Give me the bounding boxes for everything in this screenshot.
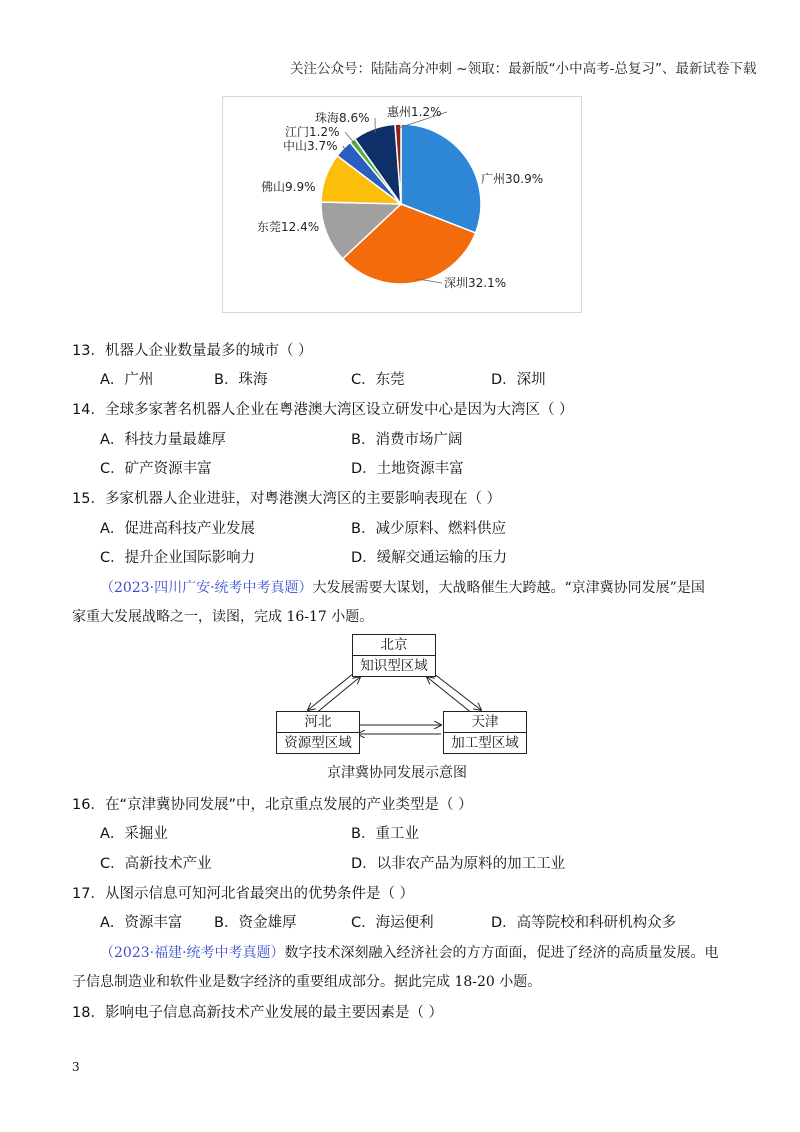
q17-option-b: B．资金雄厚	[214, 915, 297, 931]
pie-chart-frame	[222, 96, 582, 313]
question-13: 13．机器人企业数量最多的城市（ ）	[72, 343, 313, 359]
hebei-name: 河北	[304, 714, 332, 730]
beijing-box	[352, 634, 436, 677]
pie-label-6: 珠海8.6%	[315, 111, 370, 125]
q14-option-a: A．科技力量最雄厚	[100, 432, 226, 448]
pie-chart	[223, 97, 581, 312]
q13-option-c: C．东莞	[351, 372, 405, 388]
intro-16-17-line2: 家重大发展战略之一，读图，完成 16-17 小题。	[72, 609, 374, 625]
question-14: 14．全球多家著名机器人企业在粤港澳大湾区设立研发中心是因为大湾区（ ）	[72, 402, 574, 418]
tianjin-box	[443, 711, 527, 754]
question-15: 15．多家机器人企业进驻，对粤港澳大湾区的主要影响表现在（ ）	[72, 491, 502, 507]
intro-18-20-line1	[100, 942, 719, 962]
source-tag: （2023·四川广安·统考中考真题）	[100, 580, 313, 596]
question-16: 16．在“京津冀协同发展”中，北京重点发展的产业类型是（ ）	[72, 797, 473, 813]
q17-option-d: D．高等院校和科研机构众多	[491, 915, 677, 931]
page-number: 3	[72, 1060, 80, 1074]
diagram-caption: 京津冀协同发展示意图	[327, 765, 467, 781]
beijing-name: 北京	[380, 637, 408, 653]
pie-label-5: 江门1.2%	[285, 125, 340, 139]
question-18: 18．影响电子信息高新技术产业发展的最主要因素是（ ）	[72, 1005, 444, 1021]
q13-option-a: A．广州	[100, 372, 154, 388]
arrow-beijing-to-tianjin	[433, 673, 481, 710]
intro-text-2: 数字技术深刻融入经济社会的方方面面，促进了经济的高质量发展。电	[284, 945, 719, 961]
q16-option-b: B．重工业	[351, 826, 419, 842]
arrow-beijing-to-hebei	[308, 673, 354, 710]
source-tag-2: （2023·福建·统考中考真题）	[100, 945, 285, 961]
arrow-tianjin-to-beijing	[427, 677, 473, 714]
pie-label-7: 惠州1.2%	[387, 105, 442, 119]
q14-option-b: B．消费市场广阔	[351, 432, 463, 448]
q15-option-a: A．促进高科技产业发展	[100, 521, 255, 537]
intro-18-20-line2: 子信息制造业和软件业是数字经济的重要组成部分。据此完成 18-20 小题。	[72, 974, 542, 990]
question-17: 17．从图示信息可知河北省最突出的优势条件是（ ）	[72, 886, 415, 902]
q13-option-b: B．珠海	[214, 372, 268, 388]
pie-label-4: 中山3.7%	[283, 139, 338, 153]
arrow-hebei-to-beijing	[315, 677, 360, 714]
hebei-box	[276, 711, 360, 754]
pie-label-3: 佛山9.9%	[261, 180, 316, 194]
q16-option-c: C．高新技术产业	[100, 856, 212, 872]
pie-label-0: 广州30.9%	[481, 172, 544, 186]
q15-option-c: C．提升企业国际影响力	[100, 550, 256, 566]
pie-label-2: 东莞12.4%	[257, 220, 320, 234]
page-header: 关注公众号：陆陆高分冲刺 ~领取：最新版“小中高考-总复习”、最新试卷下载	[290, 61, 757, 77]
hebei-type: 资源型区域	[277, 732, 359, 753]
q14-option-d: D．土地资源丰富	[351, 461, 464, 477]
q16-option-d: D．以非农产品为原料的加工工业	[351, 856, 566, 872]
intro-16-17-line1	[100, 577, 705, 597]
q13-option-d: D．深圳	[491, 372, 546, 388]
tianjin-name: 天津	[471, 714, 499, 730]
q14-option-c: C．矿产资源丰富	[100, 461, 212, 477]
beijing-type: 知识型区域	[353, 655, 435, 676]
pie-label-1: 深圳32.1%	[444, 276, 507, 290]
q17-option-a: A．资源丰富	[100, 915, 183, 931]
q15-option-b: B．减少原料、燃料供应	[351, 521, 506, 537]
q16-option-a: A．采掘业	[100, 826, 168, 842]
q15-option-d: D．缓解交通运输的压力	[351, 550, 508, 566]
intro-text: 大发展需要大谋划，大战略催生大跨越。“京津冀协同发展”是国	[312, 580, 705, 596]
tianjin-type: 加工型区域	[444, 732, 526, 753]
q17-option-c: C．海运便利	[351, 915, 434, 931]
